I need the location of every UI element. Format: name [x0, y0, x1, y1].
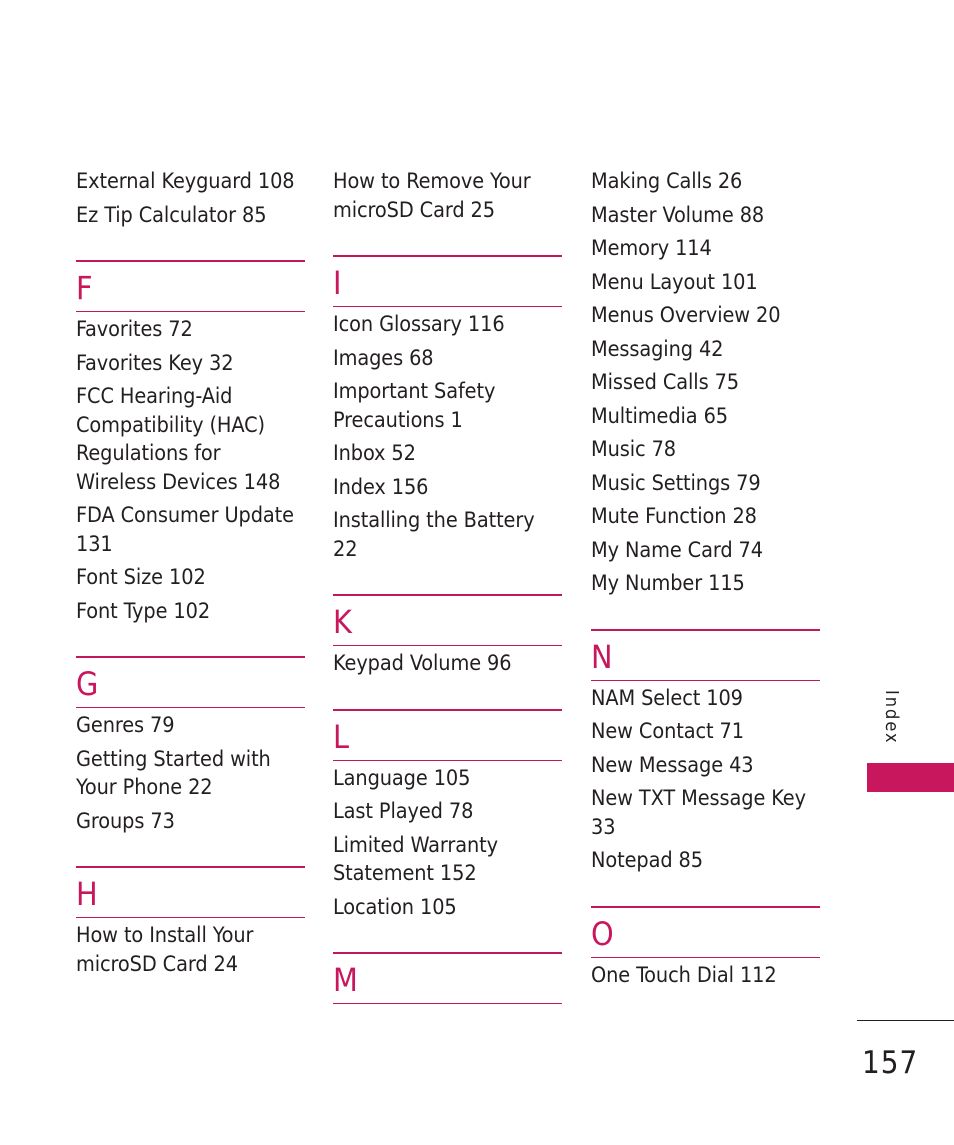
- section-letter: H: [76, 875, 98, 913]
- index-section: [591, 168, 820, 599]
- index-entry: How to Install Your microSD Card 24: [76, 923, 254, 977]
- index-entry: Making Calls 26: [591, 169, 743, 194]
- section-letter: L: [333, 717, 350, 756]
- page-number-rule: [857, 1020, 954, 1021]
- section-letter: N: [591, 637, 613, 676]
- section-letter: O: [591, 914, 614, 953]
- index-entry: Inbox 52: [333, 441, 416, 466]
- index-entry: New TXT Message Key 33: [591, 786, 806, 840]
- index-entry: How to Remove Your microSD Card 25: [333, 169, 531, 223]
- index-entry: Icon Glossary 116: [333, 312, 505, 337]
- index-entry: Menus Overview 20: [591, 303, 781, 328]
- index-entry: Images 68: [333, 345, 434, 371]
- index-section: [76, 656, 305, 836]
- section-header: [333, 709, 562, 761]
- side-tab-label: Index: [881, 690, 902, 745]
- section-letter: K: [333, 603, 352, 641]
- index-entry: Ez Tip Calculator 85: [76, 202, 267, 228]
- index-entry: NAM Select 109: [591, 685, 743, 711]
- page-number: 157: [862, 1045, 919, 1081]
- index-entry: Important Safety Precautions 1: [333, 379, 496, 433]
- index-entry: Keypad Volume 96: [333, 651, 512, 676]
- index-entry: Location 105: [333, 894, 457, 920]
- index-section: [591, 906, 820, 991]
- index-section: [333, 255, 562, 564]
- section-header: [76, 260, 305, 312]
- index-entry: Font Type 102: [76, 598, 211, 624]
- index-entry: Messaging 42: [591, 336, 724, 362]
- section-letter: G: [76, 665, 99, 703]
- index-entry: Notepad 85: [591, 848, 703, 873]
- index-entry: Language 105: [333, 765, 471, 791]
- index-section: [333, 594, 562, 679]
- side-tab-marker: [867, 763, 954, 792]
- index-entry: Genres 79: [76, 713, 175, 738]
- index-entry: Menu Layout 101: [591, 269, 758, 295]
- index-entry: Font Size 102: [76, 565, 206, 590]
- index-entry: Music Settings 79: [591, 470, 761, 496]
- index-section: [333, 168, 562, 225]
- index-entry: My Name Card 74: [591, 537, 763, 563]
- index-entry: New Contact 71: [591, 719, 744, 744]
- index-entry: External Keyguard 108: [76, 169, 295, 194]
- section-header: [591, 629, 820, 681]
- index-entry: My Number 115: [591, 571, 745, 596]
- index-entry: Music 78: [591, 437, 676, 462]
- index-column-1: [76, 168, 305, 984]
- section-letter: I: [333, 264, 342, 302]
- index-column-2: [333, 168, 562, 1008]
- index-entry: Multimedia 65: [591, 403, 728, 429]
- index-section: [591, 629, 820, 876]
- section-header: [333, 594, 562, 646]
- index-entry: Favorites 72: [76, 317, 193, 342]
- section-header: [333, 255, 562, 307]
- section-header: [591, 906, 820, 958]
- index-entry: New Message 43: [591, 752, 754, 778]
- index-entry: Missed Calls 75: [591, 370, 739, 395]
- index-entry: Memory 114: [591, 236, 712, 261]
- index-entry: FDA Consumer Update 131: [76, 503, 294, 557]
- index-section: [333, 952, 562, 1004]
- index-entry: Installing the Battery 22: [333, 508, 535, 562]
- section-header: [76, 656, 305, 708]
- index-entry: Limited Warranty Statement 152: [333, 832, 498, 886]
- index-entry: Mute Function 28: [591, 504, 757, 529]
- section-header: [76, 866, 305, 918]
- section-letter: M: [333, 961, 358, 999]
- index-column-3: [591, 168, 820, 995]
- index-section: [76, 260, 305, 626]
- index-entry: Index 156: [333, 474, 429, 500]
- index-entry: Last Played 78: [333, 799, 474, 824]
- index-entry: Getting Started with Your Phone 22: [76, 746, 271, 800]
- section-letter: F: [76, 269, 93, 307]
- index-entry: Favorites Key 32: [76, 350, 234, 376]
- index-section: [333, 709, 562, 923]
- index-entry: One Touch Dial 112: [591, 962, 777, 988]
- index-section: [76, 866, 305, 979]
- index-entry: Master Volume 88: [591, 202, 765, 228]
- index-entry: FCC Hearing-Aid Compatibility (HAC) Regulations for Wireless Devices 148: [76, 384, 281, 495]
- section-header: [333, 952, 562, 1004]
- index-section: [76, 168, 305, 230]
- index-entry: Groups 73: [76, 808, 175, 834]
